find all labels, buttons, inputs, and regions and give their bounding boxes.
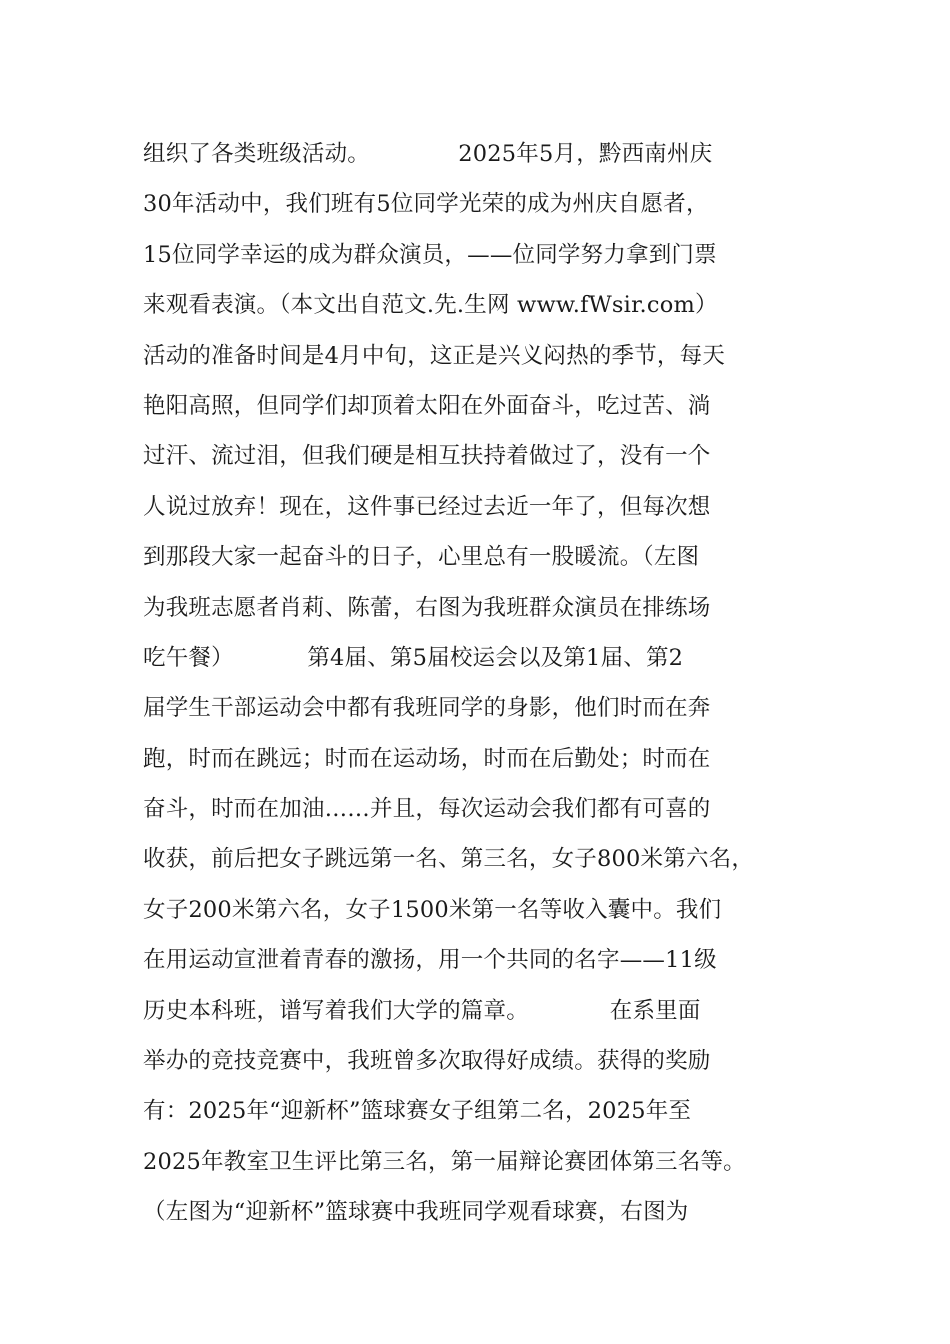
text-line: 来观看表演。（本文出自范文.先.生网 www.fWsir.com）: [143, 292, 718, 319]
text-line: 吃午餐） 第4届、第5届校运会以及第1届、第2: [143, 644, 684, 671]
text-line: 过汗、流过泪，但我们硬是相互扶持着做过了，没有一个: [143, 443, 711, 470]
body-text: [143, 129, 823, 1238]
text-line: 历史本科班，谱写着我们大学的篇章。 在系里面: [143, 997, 701, 1024]
text-line: 跑，时而在跳远；时而在运动场，时而在后勤处；时而在: [143, 745, 711, 772]
text-line: 收获，前后把女子跳远第一名、第三名，女子800米第六名，: [143, 846, 755, 873]
text-line: 组织了各类班级活动。 2025年5月，黔西南州庆: [143, 141, 713, 167]
text-line: （左图为“迎新杯”篮球赛中我班同学观看球赛，右图为: [143, 1199, 689, 1226]
text-line: 届学生干部运动会中都有我班同学的身影，他们时而在奔: [143, 695, 711, 722]
text-line: 艳阳高照，但同学们却顶着太阳在外面奋斗，吃过苦、淌: [143, 392, 711, 419]
text-line: 举办的竞技竞赛中，我班曾多次取得好成绩。获得的奖励: [143, 1048, 711, 1075]
text-line: 到那段大家一起奋斗的日子，心里总有一股暖流。（左图: [143, 544, 700, 571]
text-line: 奋斗，时而在加油……并且，每次运动会我们都有可喜的: [143, 796, 711, 823]
text-line: 人说过放弃！现在，这件事已经过去近一年了，但每次想: [143, 493, 711, 520]
text-line: 在用运动宣泄着青春的激扬，用一个共同的名字——11级: [143, 947, 717, 974]
text-line: 女子200米第六名，女子1500米第一名等收入囊中。我们: [143, 896, 722, 923]
text-line: 15位同学幸运的成为群众演员，——位同学努力拿到门票: [143, 241, 717, 268]
text-line: 有：2025年“迎新杯”篮球赛女子组第二名，2025年至: [143, 1098, 692, 1125]
text-line: 活动的准备时间是4月中旬，这正是兴义闷热的季节，每天: [143, 342, 726, 369]
text-line: 30年活动中，我们班有5位同学光荣的成为州庆自愿者，: [143, 191, 709, 218]
text-line: 2025年教室卫生评比第三名，第一届辩论赛团体第三名等。: [143, 1148, 746, 1175]
text-line: 为我班志愿者肖莉、陈蕾，右图为我班群众演员在排练场: [143, 594, 711, 621]
